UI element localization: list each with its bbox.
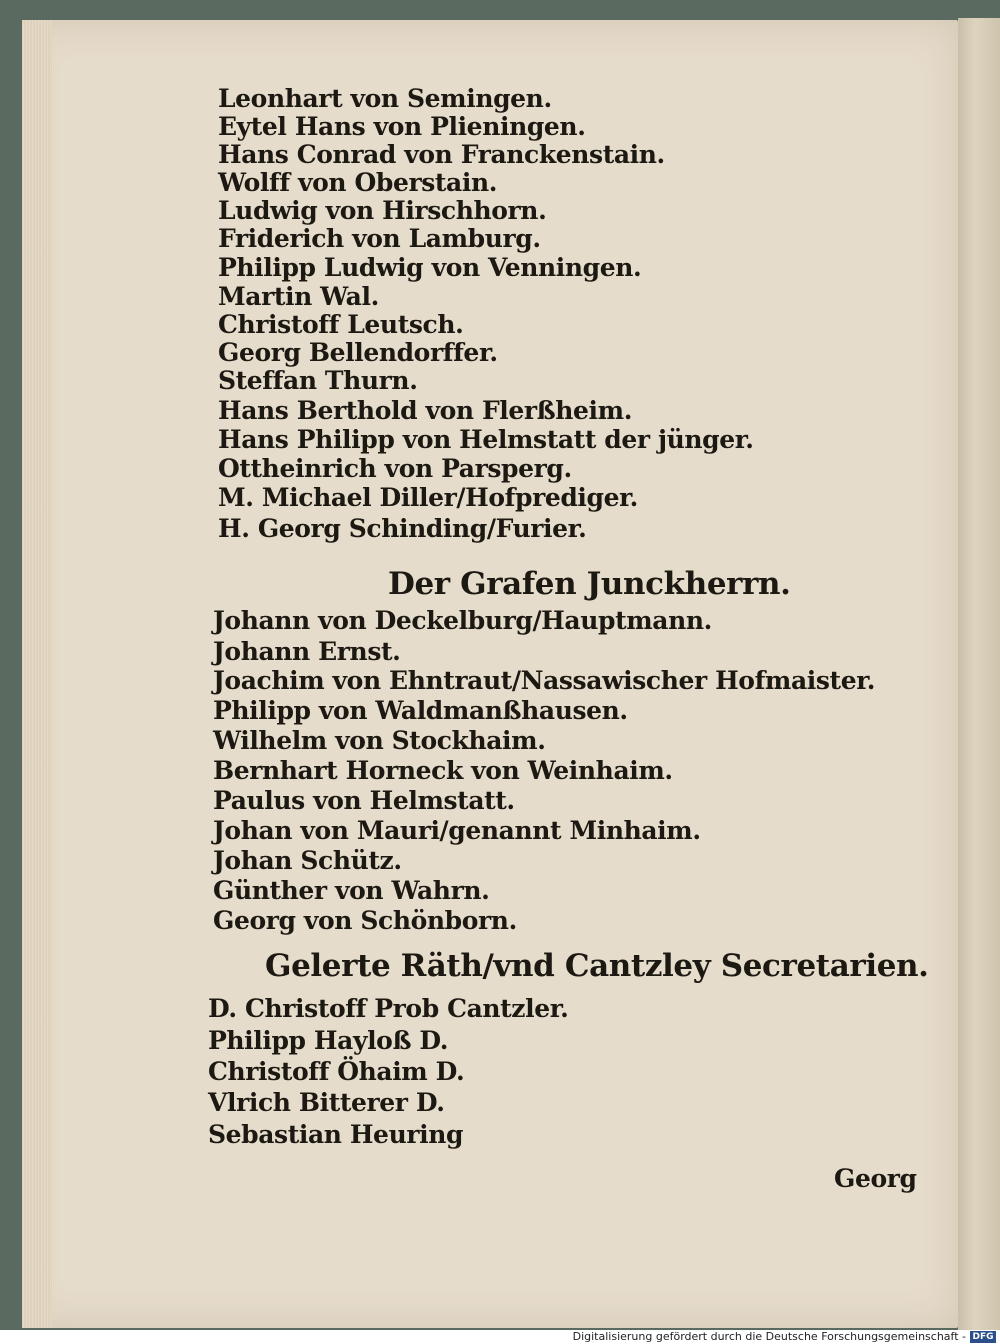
digitization-footer [0, 1330, 1000, 1344]
name-line: H. Georg Schinding/Furier. [218, 514, 587, 543]
name-line: Hans Philipp von Helmstatt der jünger. [218, 425, 754, 454]
section-heading-junckherrn: Der Grafen Junckherrn. [388, 566, 791, 602]
name-line: Paulus von Helmstatt. [213, 786, 515, 815]
name-line: Leonhart von Semingen. [218, 84, 552, 113]
name-line: Johan von Mauri/genannt Minhaim. [213, 816, 701, 845]
footer-credit: Digitalisierung gefördert durch die Deutsche Forschungsgemeinschaft - [572, 1330, 966, 1343]
facing-page-edge [958, 18, 1000, 1330]
name-line: Bernhart Horneck von Weinhaim. [213, 756, 673, 785]
dfg-logo: DFG [970, 1331, 996, 1343]
name-line: Hans Berthold von Flerßheim. [218, 396, 632, 425]
name-line: Christoff Leutsch. [218, 310, 464, 339]
name-line: Wolff von Oberstain. [218, 168, 498, 197]
name-line: Friderich von Lamburg. [218, 224, 541, 253]
catchword: Georg [834, 1164, 917, 1193]
name-line: Johann Ernst. [213, 637, 401, 666]
name-line: Martin Wal. [218, 282, 379, 311]
name-line: Hans Conrad von Franckenstain. [218, 140, 665, 169]
name-line: Sebastian Heuring [208, 1120, 464, 1149]
name-line: Johan Schütz. [213, 846, 402, 875]
page-stack-edge [22, 20, 52, 1328]
name-line: Christoff Öhaim D. [208, 1057, 465, 1086]
name-line: Philipp von Waldmanßhausen. [213, 696, 628, 725]
name-line: Georg von Schönborn. [213, 906, 517, 935]
name-line: Vlrich Bitterer D. [208, 1088, 445, 1117]
name-line: Georg Bellendorffer. [218, 338, 498, 367]
name-line: Johann von Deckelburg/Hauptmann. [213, 606, 712, 635]
name-line: Joachim von Ehntraut/Nassawischer Hofmaister. [213, 666, 875, 695]
name-line: Philipp Hayloß D. [208, 1026, 449, 1055]
name-line: Günther von Wahrn. [213, 876, 490, 905]
name-line: Wilhelm von Stockhaim. [213, 726, 546, 755]
name-line: D. Christoff Prob Cantzler. [208, 994, 569, 1023]
name-line: Philipp Ludwig von Venningen. [218, 253, 642, 282]
name-line: Eytel Hans von Plieningen. [218, 112, 586, 141]
section-heading-raeth: Gelerte Räth/vnd Cantzley Secretarien. [265, 948, 929, 984]
name-line: Ludwig von Hirschhorn. [218, 196, 547, 225]
name-line: M. Michael Diller/Hofprediger. [218, 483, 638, 512]
name-line: Ottheinrich von Parsperg. [218, 454, 572, 483]
name-line: Steffan Thurn. [218, 366, 418, 395]
